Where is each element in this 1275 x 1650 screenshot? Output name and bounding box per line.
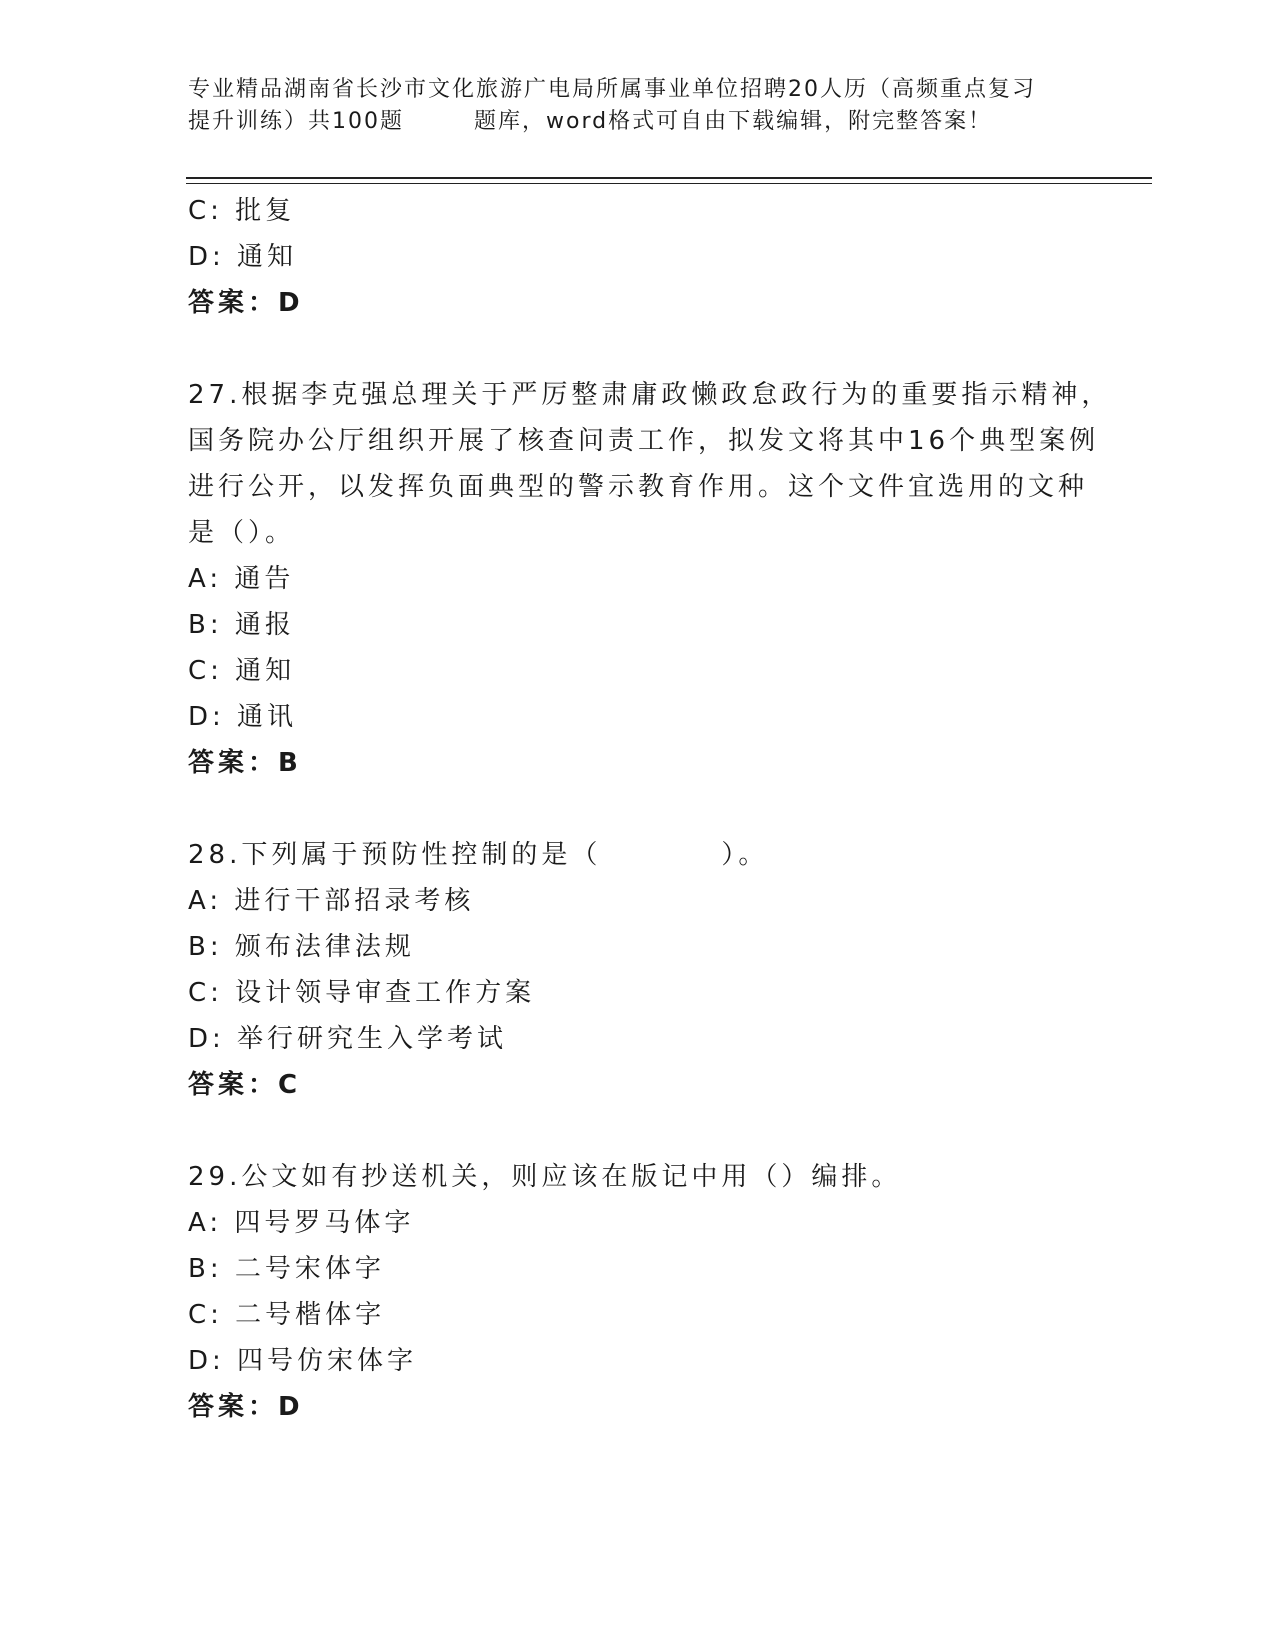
option-d: D: 举行研究生入学考试 — [188, 1024, 508, 1054]
option-d: D: 四号仿宋体字 — [188, 1346, 418, 1376]
question-26-tail — [188, 188, 1088, 326]
header-divider-thin — [186, 183, 1152, 184]
page-header — [188, 74, 1088, 138]
question-27 — [188, 372, 1112, 786]
question-stem — [188, 832, 1088, 878]
question-stem: 国务院办公厅组织开展了核查问责工作，拟发文将其中16个典型案例 — [188, 426, 1100, 456]
header-line-2-part-1: 提升训练）共100题 — [188, 109, 404, 134]
option-a: A: 四号罗马体字 — [188, 1208, 415, 1238]
answer-line: 答案：D — [188, 1392, 304, 1422]
option-a: A: 通告 — [188, 564, 295, 594]
header-divider-thick — [186, 177, 1152, 179]
question-stem: 29.公文如有抄送机关，则应该在版记中用（）编排。 — [188, 1162, 902, 1192]
option-d: D: 通讯 — [188, 702, 298, 732]
option-c: C: 设计领导审查工作方案 — [188, 978, 536, 1008]
question-stem: 是（）。 — [188, 518, 296, 548]
option-b: B: 颁布法律法规 — [188, 932, 415, 962]
header-line-2-part-2: 题库，word格式可自由下载编辑，附完整答案！ — [474, 109, 993, 134]
question-stem: 27.根据李克强总理关于严厉整肃庸政懒政怠政行为的重要指示精神， — [188, 380, 1112, 410]
option-c: C: 通知 — [188, 656, 296, 686]
answer-line: 答案：D — [188, 288, 304, 318]
question-stem-part-1: 28.下列属于预防性控制的是（ — [188, 840, 602, 870]
header-line-1: 专业精品湖南省长沙市文化旅游广电局所属事业单位招聘20人历（高频重点复习 — [188, 77, 1036, 102]
option-a: A: 进行干部招录考核 — [188, 886, 475, 916]
question-29 — [188, 1154, 1088, 1430]
answer-line: 答案：C — [188, 1070, 302, 1100]
option-b: B: 通报 — [188, 610, 295, 640]
answer-line: 答案：B — [188, 748, 302, 778]
option-d: D: 通知 — [188, 242, 298, 272]
option-b: B: 二号宋体字 — [188, 1254, 385, 1284]
header-line-2 — [188, 106, 1088, 138]
option-c: C: 二号楷体字 — [188, 1300, 386, 1330]
option-c: C: 批复 — [188, 196, 296, 226]
document-body — [188, 188, 1112, 1430]
question-28 — [188, 832, 1088, 1108]
question-stem-part-2: ）。 — [721, 840, 769, 870]
question-stem: 进行公开，以发挥负面典型的警示教育作用。这个文件宜选用的文种 — [188, 472, 1089, 502]
